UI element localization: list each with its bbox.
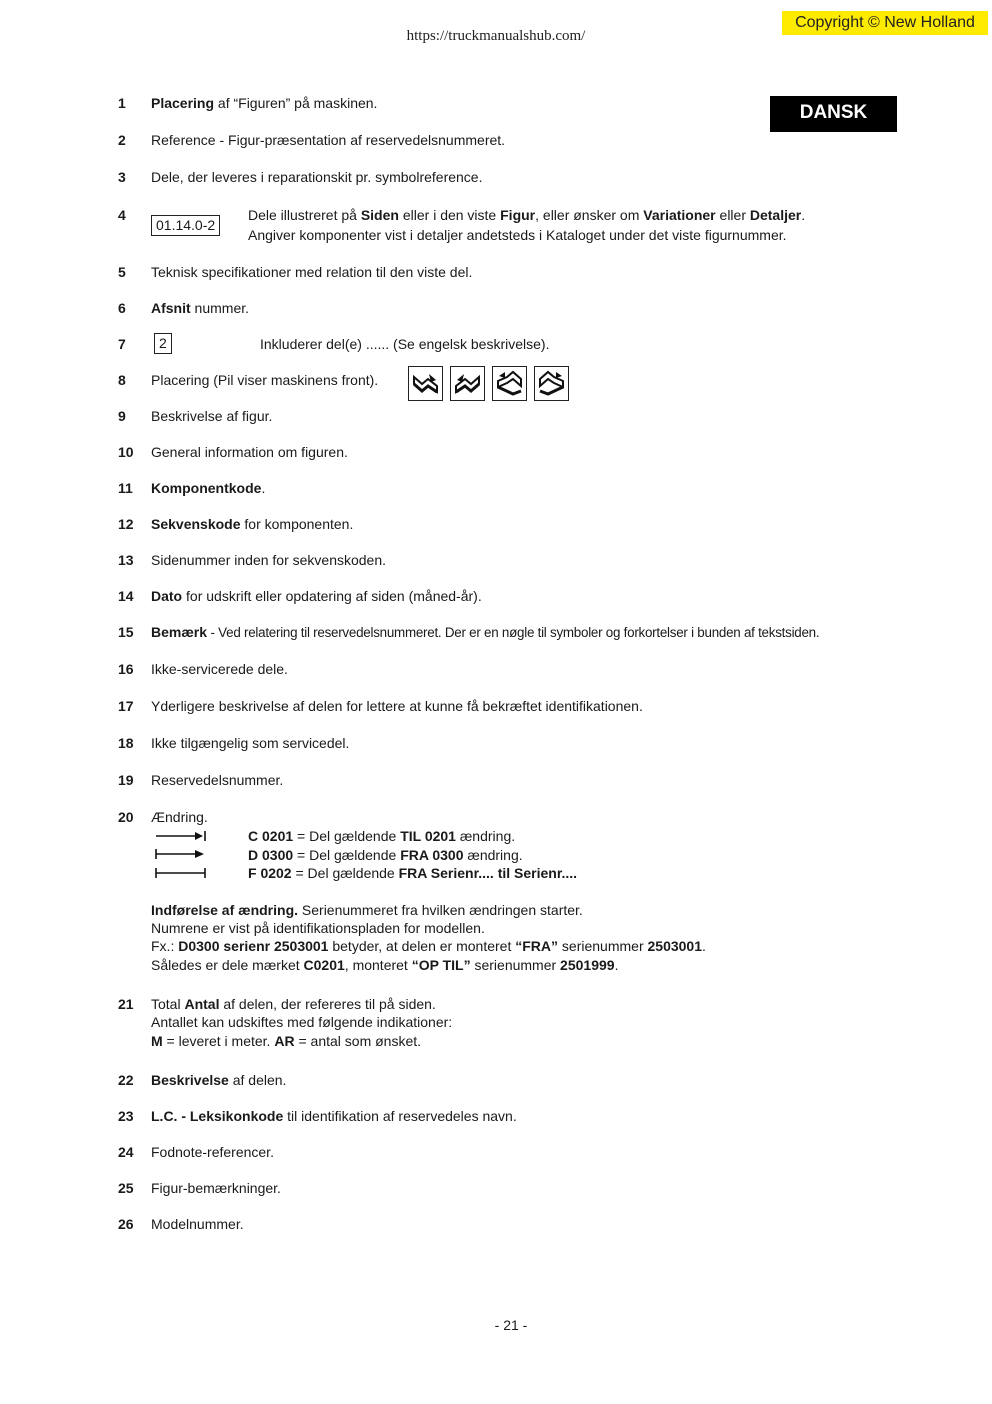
item-number: 3 (118, 169, 126, 185)
item-number: 15 (118, 624, 134, 640)
item-number: 24 (118, 1144, 134, 1160)
item-text: Sekvenskode for komponenten. (151, 516, 354, 532)
item-number: 1 (118, 95, 126, 111)
item-text-line2: Antallet kan udskiftes med følgende indikationer: (151, 1014, 453, 1030)
item-text: Ikke-servicerede dele. (151, 661, 288, 677)
item-number: 25 (118, 1180, 134, 1196)
arrow-to-bar-icon (155, 831, 207, 841)
orientation-icons (408, 366, 572, 401)
machine-front-up-left-icon (492, 366, 527, 401)
item-number: 6 (118, 300, 126, 316)
item-text-line2: Angiver komponenter vist i detaljer andetsteds i Kataloget under det viste figurnummer. (248, 227, 787, 243)
bar-to-bar-icon (155, 868, 207, 878)
item-text: Teknisk specifikationer med relation til den viste del. (151, 264, 473, 280)
machine-front-up-right-icon (534, 366, 569, 401)
page-number: - 21 - (494, 1317, 528, 1333)
item-number: 26 (118, 1216, 134, 1232)
item-text: Dele illustreret på Siden eller i den viste Figur, eller ønsker om Variationer eller Detaljer. (248, 207, 806, 223)
item-text: Inkluderer del(e) ...... (Se engelsk beskrivelse). (260, 336, 550, 352)
change-example: Fx.: D0300 serienr 2503001 betyder, at delen er monteret “FRA” serienummer 2503001. (151, 938, 706, 954)
change-example-line2: Således er dele mærket C0201, monteret “OP TIL” serienummer 2501999. (151, 957, 619, 973)
source-url: https://truckmanualshub.com/ (406, 28, 586, 44)
item-text: Placering (Pil viser maskinens front). (151, 372, 379, 388)
item-text: Afsnit nummer. (151, 300, 250, 316)
item-number: 14 (118, 588, 134, 604)
change-intro: Indførelse af ændring. Serienummeret fra hvilken ændringen starter. (151, 902, 583, 918)
item-text: General information om figuren. (151, 444, 348, 460)
item-number: 2 (118, 132, 126, 148)
item-number: 23 (118, 1108, 134, 1124)
item-text: Bemærk - Ved relatering til reservedelsnummeret. Der er en nøgle til symboler og forkortelser i bunden af tekstsiden. (151, 624, 820, 640)
item-number: 17 (118, 698, 134, 714)
item-text: Ændring. (151, 809, 208, 825)
item-text: Dato for udskrift eller opdatering af siden (måned-år). (151, 588, 482, 604)
item-number: 18 (118, 735, 134, 751)
change-code-d: D 0300 = Del gældende FRA 0300 ændring. (248, 847, 523, 863)
item-text: Komponentkode. (151, 480, 266, 496)
figure-reference-box: 01.14.0-2 (151, 215, 220, 236)
machine-front-down-left-icon (450, 366, 485, 401)
change-code-c: C 0201 = Del gældende TIL 0201 ændring. (248, 828, 516, 844)
item-number: 22 (118, 1072, 134, 1088)
copyright-badge: Copyright © New Holland (782, 11, 988, 35)
item-text: L.C. - Leksikonkode til identifikation af reservedeles navn. (151, 1108, 517, 1124)
item-text: Fodnote-referencer. (151, 1144, 274, 1160)
item-text: Beskrivelse af figur. (151, 408, 273, 424)
item-number: 9 (118, 408, 126, 424)
item-text: Figur-bemærkninger. (151, 1180, 281, 1196)
language-badge: DANSK (770, 96, 897, 132)
bar-to-arrow-icon (155, 849, 207, 859)
machine-front-down-right-icon (408, 366, 443, 401)
item-text: Ikke tilgængelig som servicedel. (151, 735, 350, 751)
item-text: Sidenummer inden for sekvenskoden. (151, 552, 387, 568)
item-number: 12 (118, 516, 134, 532)
item-text: Yderligere beskrivelse af delen for lettere at kunne få bekræftet identifikationen. (151, 698, 643, 714)
change-intro-line2: Numrene er vist på identifikationspladen for modellen. (151, 920, 485, 936)
item-number: 8 (118, 372, 126, 388)
item-text: Placering af “Figuren” på maskinen. (151, 95, 378, 111)
item-number: 11 (118, 480, 133, 496)
item-number: 5 (118, 264, 126, 280)
item-text: Dele, der leveres i reparationskit pr. symbolreference. (151, 169, 483, 185)
item-text-line3: M = leveret i meter. AR = antal som ønsket. (151, 1033, 422, 1049)
item-text: Reference - Figur-præsentation af reservedelsnummeret. (151, 132, 506, 148)
item-number: 19 (118, 772, 134, 788)
item-text: Reservedelsnummer. (151, 772, 284, 788)
item-number: 21 (118, 996, 134, 1012)
item-text: Total Antal af delen, der refereres til på siden. (151, 996, 436, 1012)
item-number: 13 (118, 552, 134, 568)
item-text: Beskrivelse af delen. (151, 1072, 287, 1088)
item-number: 16 (118, 661, 134, 677)
item-number: 7 (118, 336, 126, 352)
change-code-f: F 0202 = Del gældende FRA Serienr.... til Serienr.... (248, 865, 578, 881)
item-number: 20 (118, 809, 134, 825)
item-number: 10 (118, 444, 134, 460)
item-text: Modelnummer. (151, 1216, 244, 1232)
quantity-box: 2 (154, 333, 172, 354)
item-number: 4 (118, 207, 126, 223)
